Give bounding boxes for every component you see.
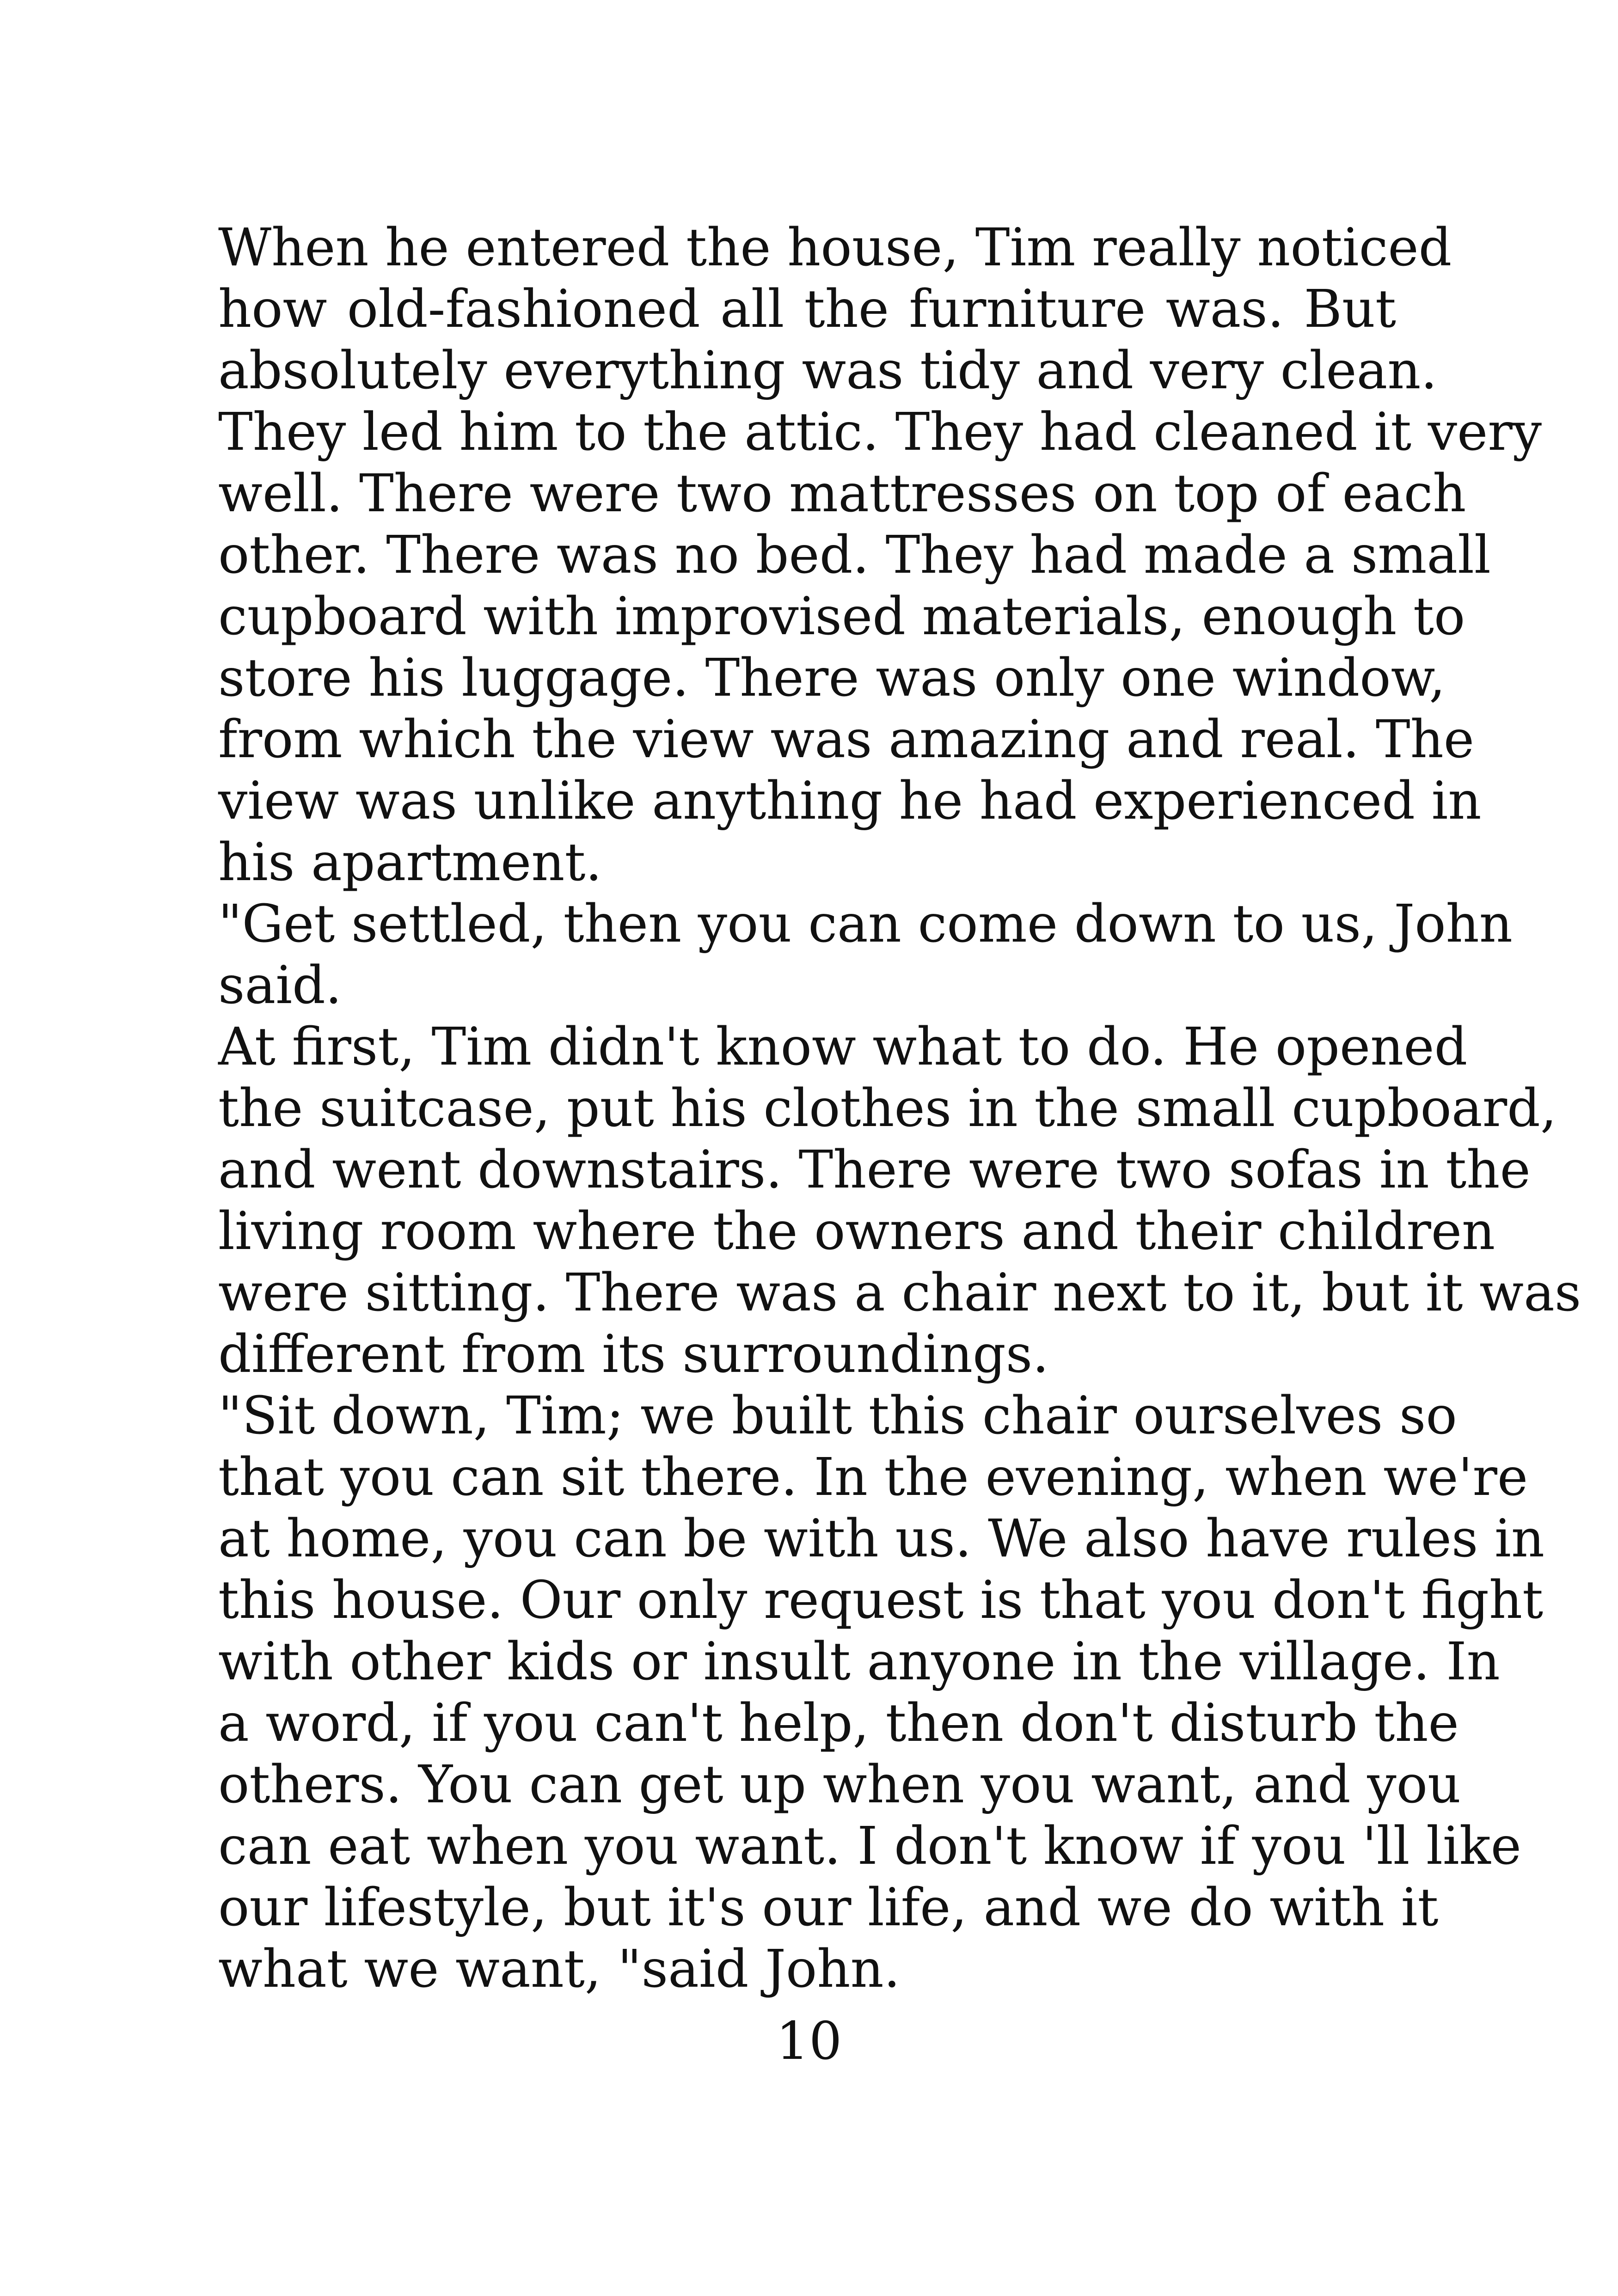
text-line: They led him to the attic. They had cleaned it very: [218, 402, 1542, 462]
text-line: At first, Tim didn't know what to do. He opened: [218, 1017, 1468, 1077]
text-line: with other kids or insult anyone in the village. In: [218, 1632, 1500, 1692]
paragraph-living-room: [218, 1016, 1581, 1385]
text-line: store his luggage. There was only one window,: [218, 648, 1446, 708]
text-line: and went downstairs. There were two sofas in the: [218, 1140, 1531, 1200]
text-line: well. There were two mattresses on top of each: [218, 464, 1466, 524]
text-line: how old-fashioned all the furniture was. But: [218, 279, 1396, 339]
page-number: 10: [776, 2011, 842, 2071]
text-line: our lifestyle, but it's our life, and we do with it: [218, 1878, 1439, 1938]
text-line: what we want, "said John.: [218, 1939, 901, 1999]
text-line: were sitting. There was a chair next to it, but it was: [218, 1263, 1581, 1323]
paragraph-arrival: [218, 217, 1542, 894]
text-line: "Sit down, Tim; we built this chair ourselves so: [218, 1386, 1457, 1446]
paragraph-house-rules: [218, 1385, 1544, 2000]
text-line: cupboard with improvised materials, enough to: [218, 587, 1465, 647]
text-line: "Get settled, then you can come down to us, John: [218, 894, 1513, 954]
text-line: that you can sit there. In the evening, when we're: [218, 1447, 1528, 1507]
text-line: other. There was no bed. They had made a small: [218, 525, 1491, 585]
text-line: others. You can get up when you want, and you: [218, 1755, 1461, 1815]
body-text: [218, 217, 1581, 2000]
text-line: living room where the owners and their children: [218, 1201, 1495, 1261]
text-line: can eat when you want. I don't know if you 'll like: [218, 1816, 1521, 1876]
text-line: different from its surroundings.: [218, 1324, 1049, 1384]
text-line: view was unlike anything he had experienced in: [218, 771, 1482, 831]
text-line: this house. Our only request is that you don't fight: [218, 1570, 1544, 1630]
paragraph-john-invite: [218, 894, 1513, 1016]
text-line: a word, if you can't help, then don't disturb the: [218, 1693, 1459, 1753]
text-line: his apartment.: [218, 833, 602, 893]
text-line: from which the view was amazing and real. The: [218, 710, 1475, 770]
text-line: said.: [218, 955, 342, 1016]
text-line: at home, you can be with us. We also have rules in: [218, 1509, 1544, 1569]
text-line: absolutely everything was tidy and very clean.: [218, 341, 1437, 401]
text-line: When he entered the house, Tim really noticed: [218, 218, 1452, 278]
text-line: the suitcase, put his clothes in the small cupboard,: [218, 1078, 1557, 1139]
